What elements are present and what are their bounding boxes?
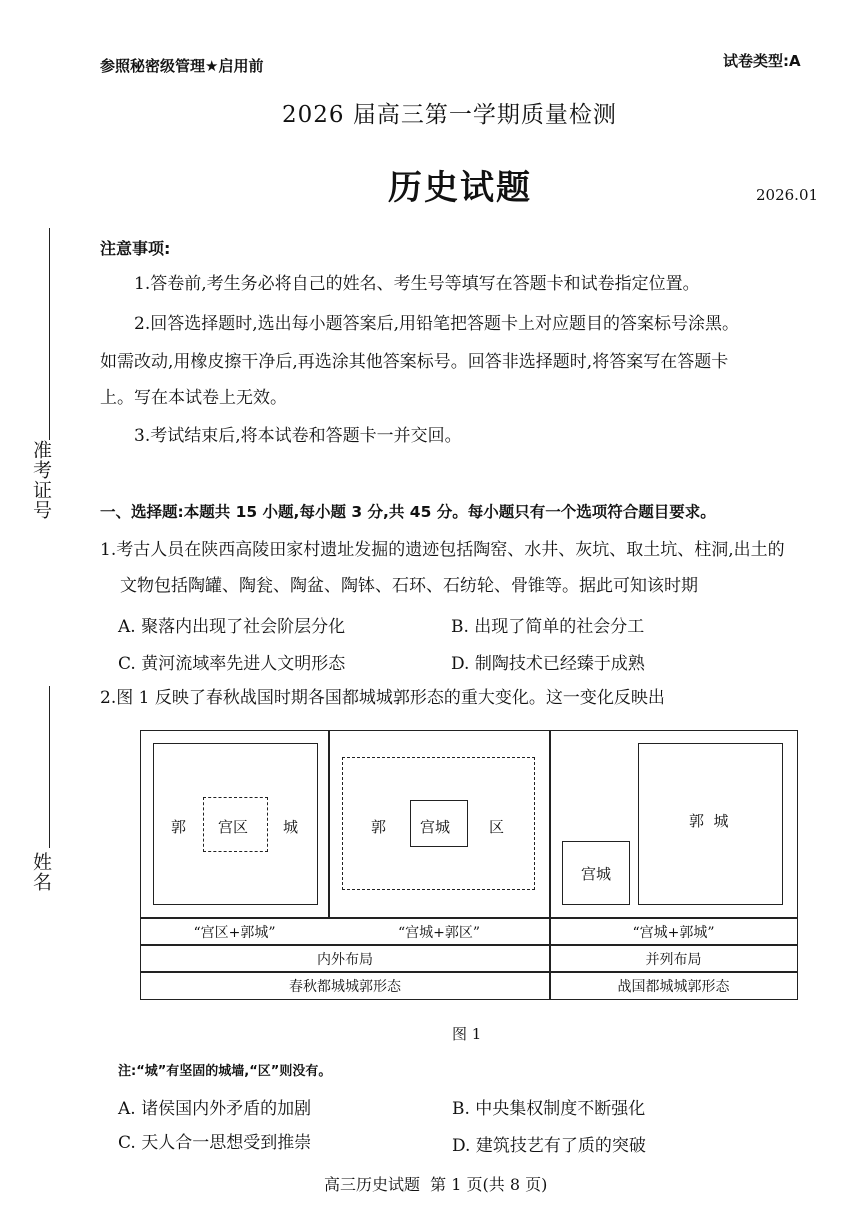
panel1-gong-label: 宫区 — [218, 818, 249, 836]
panel1-caption: “宫区+郭城” — [193, 925, 276, 941]
name-underline — [49, 686, 50, 848]
figure-caption: 图 1 — [452, 1025, 482, 1043]
period-spring-autumn: 春秋都城城郭形态 — [289, 979, 401, 995]
exam-id-underline — [49, 228, 50, 440]
figure-divider — [141, 944, 797, 946]
exam-title: 2026 届高三第一学期质量检测 — [282, 102, 617, 128]
secrecy-label: 参照秘密级管理★启用前 — [100, 57, 264, 75]
page-title: 历史试题 — [388, 168, 532, 208]
panel2-guo-label: 郭 — [371, 818, 387, 836]
layout-inner-outer: 内外布局 — [317, 952, 373, 968]
q1-stem-line-1: 1.考古人员在陕西高陵田家村遗址发掘的遗迹包括陶窑、水井、灰坑、取土坑、柱洞,出土的 — [100, 540, 785, 560]
q1-stem-line-2: 文物包括陶罐、陶瓮、陶盆、陶钵、石环、石纺轮、骨锥等。据此可知该时期 — [120, 576, 698, 596]
q2-option-a[interactable]: A. 诸侯国内外矛盾的加剧 — [118, 1099, 312, 1119]
figure-divider — [141, 917, 797, 919]
period-warring-states: 战国都城城郭形态 — [617, 979, 730, 995]
panel3-caption: “宫城+郭城” — [632, 925, 715, 941]
q2-option-d[interactable]: D. 建筑技艺有了质的突破 — [452, 1136, 646, 1156]
q1-option-b[interactable]: B. 出现了简单的社会分工 — [451, 617, 645, 637]
figure-divider — [141, 971, 797, 973]
figure-divider — [328, 731, 330, 918]
layout-parallel: 并列布局 — [645, 952, 702, 968]
panel2-caption: “宫城+郭区” — [397, 925, 481, 941]
q2-option-c[interactable]: C. 天人合一思想受到推崇 — [118, 1133, 312, 1153]
paper-type-label: 试卷类型:A — [723, 52, 801, 70]
q1-option-c[interactable]: C. 黄河流域率先进人文明形态 — [118, 654, 346, 674]
figure-note: 注:“城”有坚固的城墙,“区”则没有。 — [118, 1064, 332, 1079]
notice-item-3: 3.考试结束后,将本试卷和答题卡一并交回。 — [134, 426, 462, 446]
exam-date: 2026.01 — [756, 186, 819, 204]
panel1-cheng-label: 城 — [283, 818, 299, 836]
notice-heading: 注意事项: — [100, 239, 171, 258]
city-layout-figure — [140, 730, 798, 1000]
notice-item-1: 1.答卷前,考生务必将自己的姓名、考生号等填写在答题卡和试卷指定位置。 — [134, 274, 700, 294]
q1-option-a[interactable]: A. 聚落内出现了社会阶层分化 — [118, 617, 346, 637]
panel2-gong-label: 宫城 — [420, 818, 451, 836]
notice-item-2-line-3: 上。写在本试卷上无效。 — [100, 388, 287, 408]
q2-option-b[interactable]: B. 中央集权制度不断强化 — [452, 1099, 646, 1119]
notice-item-2-line-2: 如需改动,用橡皮擦干净后,再选涂其他答案标号。回答非选择题时,将答案写在答题卡 — [100, 352, 729, 372]
panel2-qu-label: 区 — [489, 818, 505, 836]
exam-id-label: 准考证号 — [30, 440, 52, 520]
section-heading: 一、选择题:本题共 15 小题,每小题 3 分,共 45 分。每小题只有一个选项符合题目要求。 — [100, 503, 716, 521]
notice-item-2-line-1: 2.回答选择题时,选出每小题答案后,用铅笔把答题卡上对应题目的答案标号涂黑。 — [134, 314, 740, 334]
q1-option-d[interactable]: D. 制陶技术已经臻于成熟 — [451, 654, 645, 674]
page-footer: 高三历史试题 第 1 页(共 8 页) — [324, 1175, 548, 1194]
panel1-guo-label: 郭 — [171, 818, 187, 836]
name-label: 姓名 — [30, 852, 52, 892]
panel3-gongcheng-label: 宫城 — [581, 865, 612, 883]
panel3-guocheng-label: 郭 城 — [689, 812, 729, 830]
q2-stem: 2.图 1 反映了春秋战国时期各国都城城郭形态的重大变化。这一变化反映出 — [100, 688, 665, 708]
